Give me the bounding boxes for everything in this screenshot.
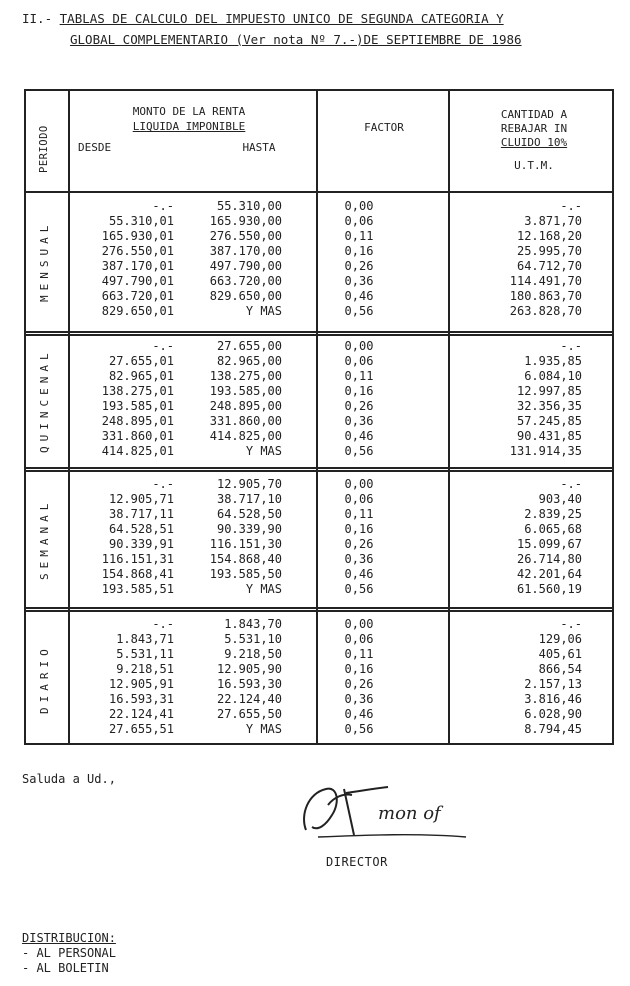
table-header-divider bbox=[24, 191, 614, 193]
factor-cell: 0,46 bbox=[344, 289, 374, 303]
desde-cell: -.- bbox=[152, 199, 174, 213]
desde-cell: 82.965,01 bbox=[108, 369, 174, 383]
rebajar-cell: 6.084,10 bbox=[524, 369, 582, 383]
hasta-cell: 27.655,00 bbox=[216, 339, 282, 353]
director-title: DIRECTOR bbox=[326, 855, 388, 869]
factor-cell: 0,36 bbox=[344, 552, 374, 566]
factor-cell: 0,36 bbox=[344, 274, 374, 288]
director-signature bbox=[298, 775, 468, 845]
hasta-cell: 22.124,40 bbox=[216, 692, 282, 706]
hasta-cell: 331.860,00 bbox=[209, 414, 282, 428]
rebajar-cell: -.- bbox=[560, 339, 582, 353]
hasta-cell: 154.868,40 bbox=[209, 552, 282, 566]
table-row bbox=[24, 444, 614, 459]
desde-cell: 414.825,01 bbox=[101, 444, 174, 458]
factor-cell: 0,00 bbox=[344, 199, 374, 213]
factor-cell: 0,46 bbox=[344, 429, 374, 443]
section-label-diario: DIARIO bbox=[38, 644, 51, 714]
hasta-cell: 248.895,00 bbox=[209, 399, 282, 413]
table-border-top bbox=[24, 89, 614, 91]
rebajar-cell: 866,54 bbox=[538, 662, 582, 676]
table-row bbox=[24, 399, 614, 414]
hasta-cell: 1.843,70 bbox=[224, 617, 282, 631]
desde-cell: 165.930,01 bbox=[101, 229, 174, 243]
factor-cell: 0,11 bbox=[344, 647, 374, 661]
section-divider-2 bbox=[24, 467, 614, 469]
desde-cell: 387.170,01 bbox=[101, 259, 174, 273]
factor-cell: 0,06 bbox=[344, 354, 374, 368]
desde-cell: -.- bbox=[152, 339, 174, 353]
table-row bbox=[24, 229, 614, 244]
rebajar-cell: 25.995,70 bbox=[516, 244, 582, 258]
desde-cell: 55.310,01 bbox=[108, 214, 174, 228]
hasta-cell: 12.905,90 bbox=[216, 662, 282, 676]
desde-cell: 663.720,01 bbox=[101, 289, 174, 303]
factor-cell: 0,16 bbox=[344, 662, 374, 676]
desde-cell: 1.843,71 bbox=[116, 632, 174, 646]
table-row bbox=[24, 259, 614, 274]
rebajar-cell: -.- bbox=[560, 477, 582, 491]
header-prefix: II.- bbox=[22, 11, 53, 26]
factor-cell: 0,56 bbox=[344, 304, 374, 318]
rebajar-cell: 32.356,35 bbox=[516, 399, 582, 413]
desde-cell: 9.218,51 bbox=[116, 662, 174, 676]
table-row bbox=[24, 274, 614, 289]
table-row bbox=[24, 214, 614, 229]
factor-cell: 0,16 bbox=[344, 522, 374, 536]
desde-cell: 829.650,01 bbox=[101, 304, 174, 318]
desde-cell: 193.585,01 bbox=[101, 399, 174, 413]
factor-cell: 0,56 bbox=[344, 444, 374, 458]
desde-cell: 12.905,71 bbox=[108, 492, 174, 506]
table-row bbox=[24, 722, 614, 737]
rebajar-cell: -.- bbox=[560, 617, 582, 631]
factor-cell: 0,11 bbox=[344, 229, 374, 243]
col-header-hasta: HASTA bbox=[242, 141, 276, 154]
factor-cell: 0,16 bbox=[344, 244, 374, 258]
header-title-line-1: TABLAS DE CALCULO DEL IMPUESTO UNICO DE SEGUNDA CATEGORIA Y bbox=[59, 11, 504, 26]
distribution-item-personal: - AL PERSONAL bbox=[22, 946, 116, 960]
desde-cell: 248.895,01 bbox=[101, 414, 174, 428]
hasta-cell: 5.531,10 bbox=[224, 632, 282, 646]
section-divider-1 bbox=[24, 331, 614, 333]
document-header bbox=[22, 8, 622, 50]
col-header-period: PERIODO bbox=[38, 125, 50, 173]
table-row bbox=[24, 567, 614, 582]
desde-cell: 138.275,01 bbox=[101, 384, 174, 398]
factor-cell: 0,46 bbox=[344, 567, 374, 581]
factor-cell: 0,56 bbox=[344, 722, 374, 736]
hasta-cell: 414.825,00 bbox=[209, 429, 282, 443]
factor-cell: 0,00 bbox=[344, 617, 374, 631]
table-row bbox=[24, 632, 614, 647]
hasta-cell: 38.717,10 bbox=[216, 492, 282, 506]
col-header-rebajar-2: REBAJAR IN bbox=[500, 122, 568, 135]
table-row bbox=[24, 617, 614, 632]
factor-cell: 0,26 bbox=[344, 677, 374, 691]
rebajar-cell: 57.245,85 bbox=[516, 414, 582, 428]
rebajar-cell: 131.914,35 bbox=[509, 444, 582, 458]
desde-cell: 193.585,51 bbox=[101, 582, 174, 596]
factor-cell: 0,06 bbox=[344, 632, 374, 646]
rebajar-cell: 129,06 bbox=[538, 632, 582, 646]
rebajar-cell: 3.816,46 bbox=[524, 692, 582, 706]
hasta-cell: 82.965,00 bbox=[216, 354, 282, 368]
hasta-cell: 9.218,50 bbox=[224, 647, 282, 661]
rebajar-cell: 90.431,85 bbox=[516, 429, 582, 443]
factor-cell: 0,36 bbox=[344, 692, 374, 706]
tax-table bbox=[24, 89, 614, 745]
rebajar-cell: 8.794,45 bbox=[524, 722, 582, 736]
factor-cell: 0,00 bbox=[344, 339, 374, 353]
desde-cell: 90.339,91 bbox=[108, 537, 174, 551]
desde-cell: 154.868,41 bbox=[101, 567, 174, 581]
rebajar-cell: 180.863,70 bbox=[509, 289, 582, 303]
desde-cell: 38.717,11 bbox=[108, 507, 174, 521]
factor-cell: 0,00 bbox=[344, 477, 374, 491]
hasta-cell: 64.528,50 bbox=[216, 507, 282, 521]
factor-cell: 0,26 bbox=[344, 259, 374, 273]
header-line-1 bbox=[22, 8, 622, 29]
factor-cell: 0,46 bbox=[344, 707, 374, 721]
desde-cell: 16.593,31 bbox=[108, 692, 174, 706]
desde-cell: 276.550,01 bbox=[101, 244, 174, 258]
table-row bbox=[24, 339, 614, 354]
rebajar-cell: 114.491,70 bbox=[509, 274, 582, 288]
section-divider-3b bbox=[24, 610, 614, 612]
rebajar-cell: 61.560,19 bbox=[516, 582, 582, 596]
rebajar-cell: 903,40 bbox=[538, 492, 582, 506]
col-header-rebajar-4: U.T.M. bbox=[514, 159, 554, 172]
hasta-cell: 387.170,00 bbox=[209, 244, 282, 258]
table-row bbox=[24, 692, 614, 707]
col-header-monto-2: LIQUIDA IMPONIBLE bbox=[132, 120, 246, 133]
table-row bbox=[24, 429, 614, 444]
hasta-cell: 165.930,00 bbox=[209, 214, 282, 228]
hasta-cell: 497.790,00 bbox=[209, 259, 282, 273]
hasta-cell: 12.905,70 bbox=[216, 477, 282, 491]
hasta-cell: 116.151,30 bbox=[209, 537, 282, 551]
table-row bbox=[24, 522, 614, 537]
table-row bbox=[24, 552, 614, 567]
rebajar-cell: 15.099,67 bbox=[516, 537, 582, 551]
table-row bbox=[24, 582, 614, 597]
hasta-cell: Y MAS bbox=[245, 444, 282, 458]
distribution-item-boletin: - AL BOLETIN bbox=[22, 961, 109, 975]
rebajar-cell: 12.997,85 bbox=[516, 384, 582, 398]
desde-cell: -.- bbox=[152, 477, 174, 491]
col-header-desde: DESDE bbox=[78, 141, 112, 154]
factor-cell: 0,06 bbox=[344, 492, 374, 506]
desde-cell: 64.528,51 bbox=[108, 522, 174, 536]
factor-cell: 0,26 bbox=[344, 537, 374, 551]
col-header-rebajar-1: CANTIDAD A bbox=[500, 108, 568, 121]
hasta-cell: Y MAS bbox=[245, 304, 282, 318]
rebajar-cell: 6.028,90 bbox=[524, 707, 582, 721]
hasta-cell: 55.310,00 bbox=[216, 199, 282, 213]
table-row bbox=[24, 384, 614, 399]
hasta-cell: 27.655,50 bbox=[216, 707, 282, 721]
factor-cell: 0,36 bbox=[344, 414, 374, 428]
desde-cell: 497.790,01 bbox=[101, 274, 174, 288]
hasta-cell: 663.720,00 bbox=[209, 274, 282, 288]
table-row bbox=[24, 244, 614, 259]
rebajar-cell: 6.065,68 bbox=[524, 522, 582, 536]
hasta-cell: 829.650,00 bbox=[209, 289, 282, 303]
table-row bbox=[24, 647, 614, 662]
table-row bbox=[24, 354, 614, 369]
closing-greeting: Saluda a Ud., bbox=[22, 772, 116, 786]
rebajar-cell: 1.935,85 bbox=[524, 354, 582, 368]
desde-cell: -.- bbox=[152, 617, 174, 631]
table-row bbox=[24, 707, 614, 722]
col-header-monto-1: MONTO DE LA RENTA bbox=[132, 105, 246, 118]
section-divider-2b bbox=[24, 470, 614, 472]
table-row bbox=[24, 414, 614, 429]
factor-cell: 0,11 bbox=[344, 369, 374, 383]
distribution-title: DISTRIBUCION: bbox=[22, 931, 116, 945]
desde-cell: 27.655,01 bbox=[108, 354, 174, 368]
col-header-factor: FACTOR bbox=[364, 121, 404, 134]
table-row bbox=[24, 662, 614, 677]
table-row bbox=[24, 677, 614, 692]
rebajar-cell: 12.168,20 bbox=[516, 229, 582, 243]
factor-cell: 0,06 bbox=[344, 214, 374, 228]
table-row bbox=[24, 537, 614, 552]
hasta-cell: 193.585,00 bbox=[209, 384, 282, 398]
factor-cell: 0,56 bbox=[344, 582, 374, 596]
section-divider-1b bbox=[24, 334, 614, 336]
col-header-rebajar-3: CLUIDO 10% bbox=[500, 136, 568, 149]
rebajar-cell: 42.201,64 bbox=[516, 567, 582, 581]
hasta-cell: 276.550,00 bbox=[209, 229, 282, 243]
signature-text: mon of bbox=[378, 803, 441, 824]
section-label-mensual: MENSUAL bbox=[38, 220, 51, 302]
desde-cell: 331.860,01 bbox=[101, 429, 174, 443]
header-title-line-2: GLOBAL COMPLEMENTARIO (Ver nota Nº 7.-)DE SEPTIEMBRE DE 1986 bbox=[70, 32, 522, 47]
hasta-cell: Y MAS bbox=[245, 582, 282, 596]
section-divider-3 bbox=[24, 607, 614, 609]
rebajar-cell: 26.714,80 bbox=[516, 552, 582, 566]
distribution-block bbox=[22, 931, 116, 976]
section-label-semanal: SEMANAL bbox=[38, 498, 51, 580]
table-row bbox=[24, 289, 614, 304]
hasta-cell: 138.275,00 bbox=[209, 369, 282, 383]
desde-cell: 5.531,11 bbox=[116, 647, 174, 661]
hasta-cell: 90.339,90 bbox=[216, 522, 282, 536]
factor-cell: 0,26 bbox=[344, 399, 374, 413]
table-row bbox=[24, 492, 614, 507]
desde-cell: 27.655,51 bbox=[108, 722, 174, 736]
rebajar-cell: 2.839,25 bbox=[524, 507, 582, 521]
table-row bbox=[24, 369, 614, 384]
rebajar-cell: 263.828,70 bbox=[509, 304, 582, 318]
hasta-cell: 193.585,50 bbox=[209, 567, 282, 581]
rebajar-cell: 405,61 bbox=[538, 647, 582, 661]
table-row bbox=[24, 199, 614, 214]
table-row bbox=[24, 477, 614, 492]
rebajar-cell: -.- bbox=[560, 199, 582, 213]
factor-cell: 0,11 bbox=[344, 507, 374, 521]
table-border-bottom bbox=[24, 743, 614, 745]
desde-cell: 12.905,91 bbox=[108, 677, 174, 691]
rebajar-cell: 3.871,70 bbox=[524, 214, 582, 228]
rebajar-cell: 2.157,13 bbox=[524, 677, 582, 691]
desde-cell: 22.124,41 bbox=[108, 707, 174, 721]
hasta-cell: Y MAS bbox=[245, 722, 282, 736]
hasta-cell: 16.593,30 bbox=[216, 677, 282, 691]
table-row bbox=[24, 507, 614, 522]
section-label-quincenal: QUINCENAL bbox=[38, 348, 51, 454]
desde-cell: 116.151,31 bbox=[101, 552, 174, 566]
rebajar-cell: 64.712,70 bbox=[516, 259, 582, 273]
table-row bbox=[24, 304, 614, 319]
factor-cell: 0,16 bbox=[344, 384, 374, 398]
